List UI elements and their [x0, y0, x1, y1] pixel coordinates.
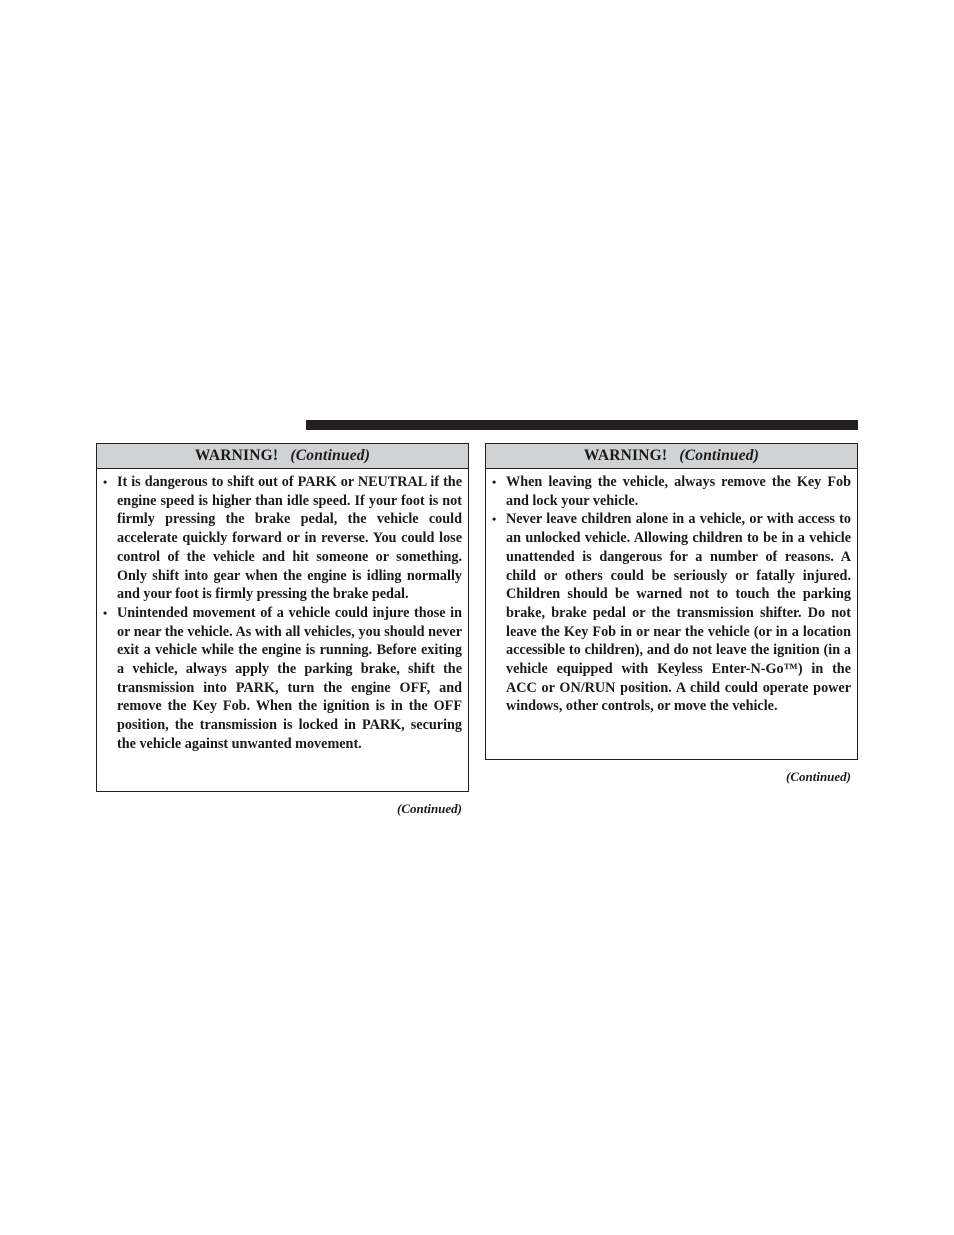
warning-box-right: [485, 443, 858, 760]
warning-label: WARNING!: [583, 447, 668, 464]
warning-bullet-text: Unintended movement of a vehicle could injure those in or near the vehicle. As with all vehicles, you should never exit a vehicle while the engine is running. Before exiting a vehicle, always apply the parking brake, shift the transmission into PARK, turn the engine OFF, and remove the Key Fob. When the ignition is in the OFF position, the transmission is locked in PARK, securing the vehicle against unwanted movement.: [117, 604, 462, 752]
warning-bullet-item: [97, 473, 462, 604]
warning-bullet-item: [486, 473, 851, 510]
page-continued-label-left: (Continued): [396, 801, 462, 816]
warning-bullet-text: It is dangerous to shift out of PARK or NEUTRAL if the engine speed is higher than idle speed. If your foot is not firmly pressing the brake pedal, the vehicle could accelerate quickly forward or in reverse. You could lose control of the vehicle and hit someone or something. Only shift into gear when the engine is idling normally and your foot is firmly pressing the brake pedal.: [117, 474, 462, 603]
warning-label: WARNING!: [194, 447, 279, 464]
warning-bullet-item: [486, 510, 851, 716]
bullet-icon: •: [492, 512, 497, 527]
warning-header-right: [486, 444, 857, 469]
warning-bullet-text: Never leave children alone in a vehicle, or with access to an unlocked vehicle. Allowing children to be in a vehicle unattended is dangerous for a number of reasons. A child or others could be seriously or fatally injured. Children should be warned not to touch the parking brake, brake pedal or the transmission shifter. Do not leave the Key Fob in or near the vehicle (or in a location accessible to children), and do not leave the ignition (in a vehicle equipped with Keyless Enter-N-Go™) in the ACC or ON/RUN position. A child could operate power windows, other controls, or move the vehicle.: [506, 511, 851, 715]
warning-continued-label: (Continued): [679, 447, 760, 464]
warning-bullet-list-right: [486, 469, 857, 716]
warning-bullet-text: When leaving the vehicle, always remove the Key Fob and lock your vehicle.: [506, 474, 851, 509]
bullet-icon: •: [492, 475, 497, 489]
warning-bullet-list-left: [97, 469, 468, 754]
bullet-icon: •: [103, 605, 108, 620]
section-header-rule: [306, 420, 858, 430]
warning-continued-label: (Continued): [290, 447, 371, 464]
warning-box-left: [96, 443, 469, 792]
warning-header-left: [97, 444, 468, 469]
warning-bullet-item: [97, 604, 462, 754]
page-continued-label-right: (Continued): [785, 769, 851, 784]
bullet-icon: •: [103, 475, 108, 489]
